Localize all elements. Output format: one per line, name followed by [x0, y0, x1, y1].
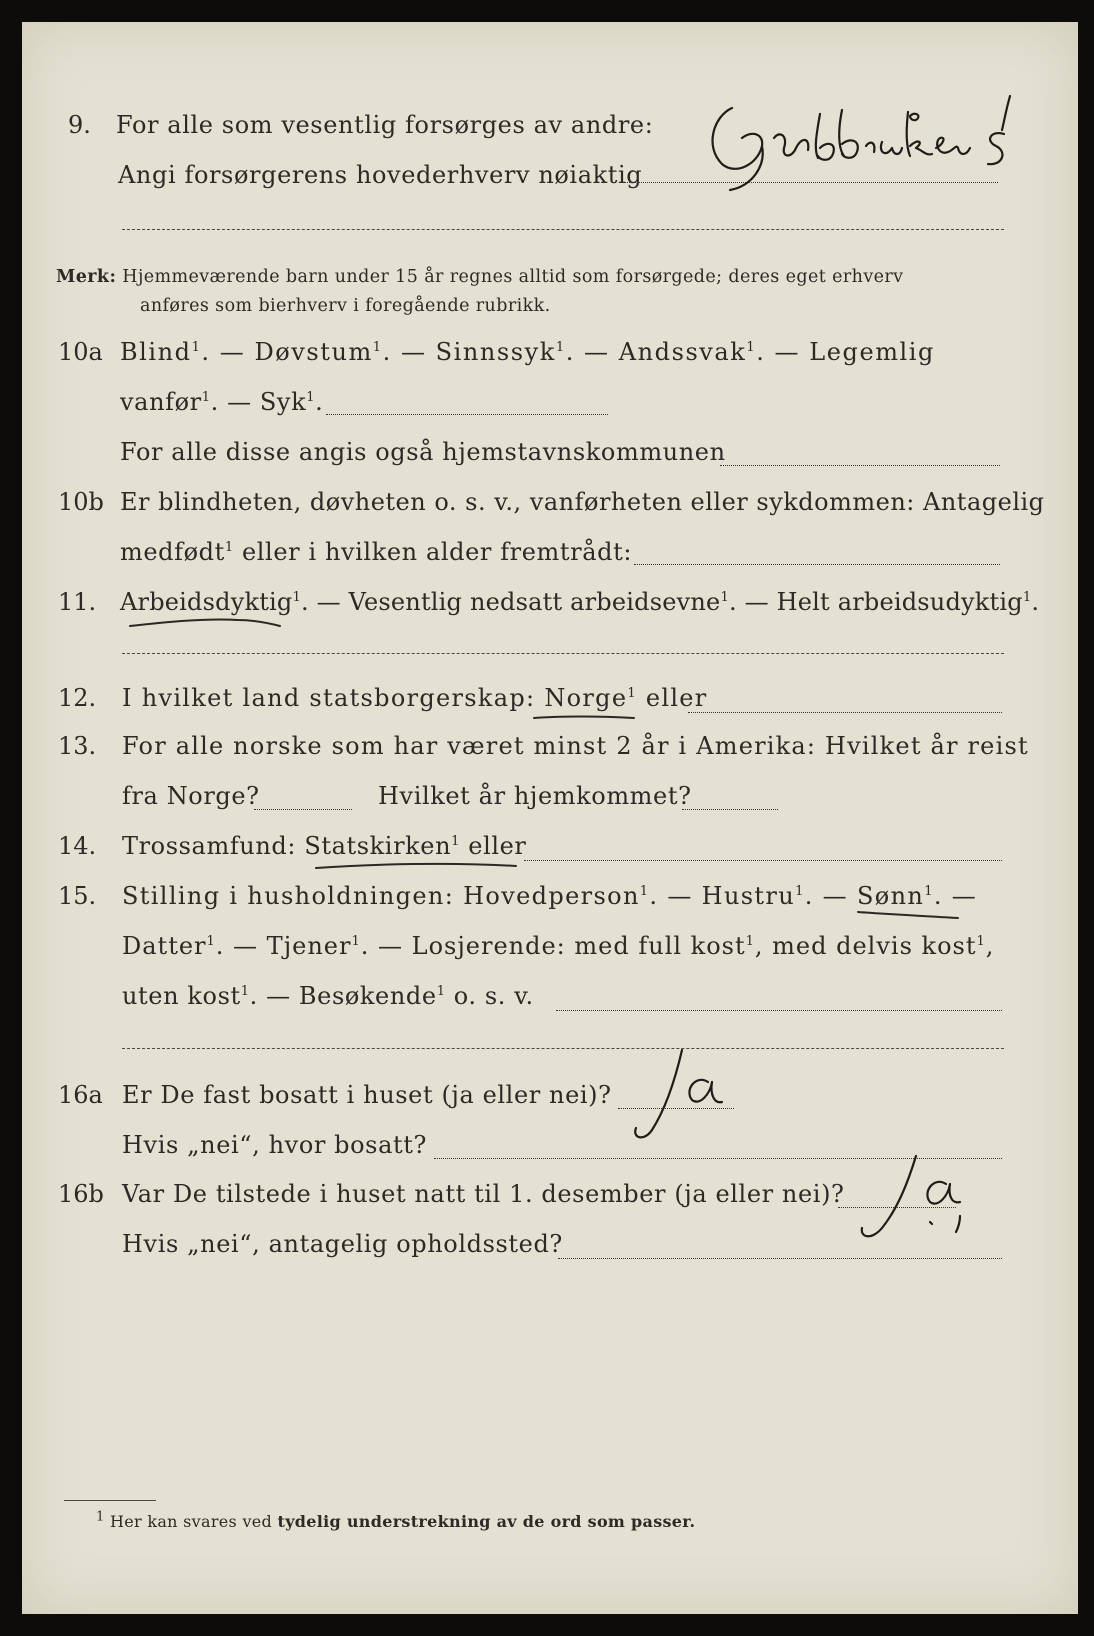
q10a-number: 10a [58, 338, 103, 366]
q10a-line1: Blind$^1$. — Døvstum$^1$. — Sinnssyk$^1$. — Andssvak$^1$. — Legemlig [120, 338, 935, 366]
q16a-line1: Er De fast bosatt i huset (ja eller nei)? [122, 1081, 612, 1109]
q11-handwritten-underline [126, 614, 286, 634]
q9-line2: Angi forsørgerens hovederhverv nøiaktig [118, 161, 643, 189]
q14-handwritten-underline [312, 858, 522, 874]
q16b-line1: Var De tilstede i huset natt til 1. desember (ja eller nei)? [122, 1180, 845, 1208]
footnote: $^1$ Her kan svares ved tydelig understrekning av de ord som passer. [96, 1509, 696, 1531]
q9-separator-rule [122, 229, 1004, 230]
q10a-vanfor[interactable]: vanfør [120, 388, 202, 416]
q15-handwritten-underline [854, 906, 964, 924]
q11-arbeidsdyktig[interactable]: Arbeidsdyktig [120, 588, 293, 616]
census-form-page [22, 22, 1078, 1614]
merk-label: Merk: [56, 267, 117, 287]
q14-answer-line[interactable] [524, 860, 1002, 861]
q15-hustru[interactable]: . — Hustru [649, 882, 796, 910]
q15-besokende[interactable]: . — Besøkende [249, 982, 437, 1010]
q10a-andssvak[interactable]: . — Andssvak [565, 338, 747, 366]
q11-nedsatt[interactable]: . — Vesentlig nedsatt arbeidsevne [300, 588, 721, 616]
q9-line1: For alle som vesentlig forsørges av andre: [116, 111, 654, 139]
q16b-line2: Hvis „nei“, antagelig opholdssted? [122, 1230, 563, 1258]
q10b-number: 10b [58, 488, 104, 516]
q13-line2a: fra Norge? [122, 782, 260, 810]
q13-reist-answer-line[interactable] [254, 809, 352, 810]
q11-separator-rule [122, 653, 1004, 654]
q10b-line1: Er blindheten, døvheten o. s. v., vanførheten eller sykdommen: Antagelig [120, 488, 1045, 516]
q14-number: 14. [58, 832, 97, 860]
q10a-line3: For alle disse angis også hjemstavnskommunen [120, 438, 726, 466]
q12-answer-line[interactable] [688, 712, 1002, 713]
merk-line1 [56, 267, 903, 287]
q11-udyktig[interactable]: . — Helt arbeidsudyktig [728, 588, 1023, 616]
q10b-medfodt[interactable]: medfødt [120, 538, 225, 566]
merk-line2: anføres som bierhverv i foregående rubrikk. [140, 296, 551, 316]
q9-handwritten-answer [692, 86, 1022, 196]
footnote-rule [64, 1500, 156, 1501]
q12-norge[interactable]: Norge [544, 684, 628, 712]
q15-answer-line[interactable] [556, 1010, 1002, 1011]
q10a-syk[interactable]: . — Syk [210, 388, 307, 416]
q10a-legemlig[interactable]: . — Legemlig [756, 338, 935, 366]
q10a-syk-answer-line[interactable] [326, 414, 608, 415]
q12-number: 12. [58, 684, 97, 712]
q13-line1: For alle norske som har været minst 2 år i Amerika: Hvilket år reist [122, 732, 1029, 760]
q13-hjemkommet-answer-line[interactable] [682, 809, 778, 810]
q15-full-kost[interactable]: . — Losjerende: med full kost [360, 932, 746, 960]
q15-delvis-kost[interactable]: , med delvis kost [754, 932, 977, 960]
footnote-mark: 1 [96, 1509, 105, 1525]
q10a-sinnssyk[interactable]: . — Sinnssyk [382, 338, 556, 366]
q16b-number: 16b [58, 1180, 104, 1208]
q12-handwritten-underline [530, 710, 640, 726]
q16b-handwritten-answer [842, 1142, 982, 1252]
q10a-dovstum[interactable]: . — Døvstum [201, 338, 373, 366]
q12-line: I hvilket land statsborgerskap: Norge$^1$ eller [122, 684, 708, 712]
q15-line2: Datter$^1$. — Tjener$^1$. — Losjerende: med full kost$^1$, med delvis kost$^1$, [122, 932, 995, 960]
q15-uten-kost[interactable]: uten kost [122, 982, 241, 1010]
q13-number: 13. [58, 732, 97, 760]
q10b-line2: medfødt$^1$ eller i hvilken alder fremtrådt: [120, 538, 633, 566]
q9-number: 9. [68, 111, 91, 139]
q15-separator-rule [122, 1048, 1004, 1049]
q15-sonn[interactable]: . — Sønn [804, 882, 925, 910]
q16b-opholdssted-answer-line[interactable] [558, 1258, 1002, 1259]
q16a-line2: Hvis „nei“, hvor bosatt? [122, 1131, 427, 1159]
q16a-number: 16a [58, 1081, 103, 1109]
q15-datter[interactable]: Datter [122, 932, 207, 960]
q10b-answer-line[interactable] [634, 564, 1000, 565]
q14-line: Trossamfund: Statskirken$^1$ eller [122, 832, 527, 860]
q10a-line2: vanfør$^1$. — Syk$^1$. [120, 388, 324, 416]
q16a-handwritten-answer [622, 1042, 732, 1152]
q14-eller[interactable]: eller [460, 832, 527, 860]
merk-text1: Hjemmeværende barn under 15 år regnes alltid som forsørgede; deres eget erhverv [122, 267, 904, 287]
q15-tjener[interactable]: . — Tjener [215, 932, 352, 960]
q10a-hjemstavn-answer-line[interactable] [720, 465, 1000, 466]
q12-eller[interactable]: eller [636, 684, 708, 712]
q15-number: 15. [58, 882, 97, 910]
q11-line: Arbeidsdyktig$^1$. — Vesentlig nedsatt arbeidsevne$^1$. — Helt arbeidsudyktig$^1$. [120, 588, 1040, 616]
q15-line1: Stilling i husholdningen: Hovedperson$^1$. — Hustru$^1$. — Sønn$^1$. — [122, 882, 978, 910]
q14-statskirken[interactable]: Statskirken [304, 832, 452, 860]
q10a-blind[interactable]: Blind [120, 338, 192, 366]
q11-number: 11. [58, 588, 97, 616]
q15-hovedperson[interactable]: Stilling i husholdningen: Hovedperson [122, 882, 640, 910]
q15-line3: uten kost$^1$. — Besøkende$^1$ o. s. v. [122, 982, 534, 1010]
q13-line2b: Hvilket år hjemkommet? [378, 782, 692, 810]
